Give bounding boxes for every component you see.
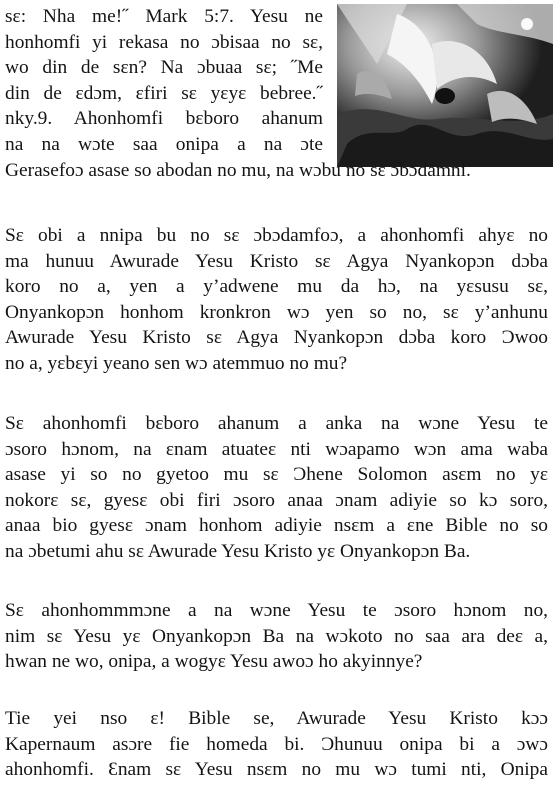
paragraph-line: din de ɛdɔm, ɛfiri sɛ yɛyɛ bebree.˝ (5, 82, 323, 104)
paragraph-line: Sɛ ahonhomfi bɛboro ahanum a anka na wɔne Yesu te (5, 413, 548, 434)
paragraph-line: nim sɛ Yesu yɛ Onyankopɔn Ba na wɔkoto no saa ara deɛ a, (5, 625, 548, 647)
paragraph-line: Awurade Yesu Kristo sɛ Agya Nyankopɔn dɔba koro Ɔwoo (5, 327, 548, 349)
paragraph-line: koro no a, yen a y’adwene mu da hɔ, na yɛsusu sɛ, (5, 276, 548, 298)
paragraph-line: ɔsoro hɔnom, na ɛnam atuateɛ nti wɔapamo wɔn ama waba (5, 438, 548, 460)
paragraph-line: honhomfi yi rekasa no ɔbisaa no sɛ, (5, 31, 323, 53)
paragraph-line: Onyankopɔn honhom kronkron wɔ yen so no, sɛ y’anhunu (5, 301, 548, 323)
paragraph-line: asase yi so no gyetoo mu sɛ Ɔhene Solomon asɛm no yɛ (5, 464, 548, 486)
paragraph-line: ma hunuu Awurade Yesu Kristo sɛ Agya Nyankopɔn dɔba (5, 250, 548, 272)
paragraph-5 (5, 706, 548, 783)
paragraph-line: hwan ne wo, onipa, a wogyɛ Yesu awoɔ ho akyinnye? (5, 651, 423, 673)
paragraph-line: Sɛ obi a nnipa bu no sɛ ɔbɔdamfoɔ, a ahonhomfi ahyɛ no (5, 225, 548, 246)
paragraph-line: Kapernaum asɔre fie homeda bi. Ɔhunuu onipa bi a ɔwɔ (5, 733, 548, 755)
paragraph-line: na na wɔte saa onipa a na ɔte (5, 133, 323, 155)
paragraph-2 (5, 223, 548, 377)
paragraph-line: anaa bio gyesɛ ɔnam honhom adiyie nsɛm a ɛne Bible no so (5, 515, 548, 537)
paragraph-line: nokorɛ sɛ, gyesɛ obi firi ɔsoro anaa ɔnam adiyie so kɔ soro, (5, 489, 548, 511)
paragraph-line: Gerasefoɔ asase so abodan no mu, na wɔbu no sɛ ɔbɔdamni. (5, 159, 471, 181)
paragraph-line: wo din de sɛn? Na ɔbuaa sɛ; ˝Me (5, 57, 323, 79)
paragraph-line: sɛ: Nha me!˝ Mark 5:7. Yesu ne (5, 6, 323, 27)
paragraph-3 (5, 411, 548, 565)
paragraph-line: na ɔbetumi ahu sɛ Awurade Yesu Kristo yɛ Onyankopɔn Ba. (5, 540, 471, 562)
paragraph-line: nky.9. Ahonhomfi bɛboro ahanum (5, 108, 323, 130)
paragraph-line: ahonhomfi. Ɛnam sɛ Yesu nsɛm no mu wɔ tumi nti, Onipa (5, 759, 548, 781)
paragraph-1 (5, 4, 548, 183)
paragraph-4 (5, 598, 548, 675)
paragraph-line: Sɛ ahonhommmɔne a na wɔne Yesu te ɔsoro hɔnom no, (5, 600, 548, 621)
paragraph-line: Tie yei nso ɛ! Bible se, Awurade Yesu Kristo kɔɔ (5, 708, 548, 729)
paragraph-line: no a, yɛbɛyi yeano sen wɔ atemmuo no mu? (5, 352, 348, 374)
